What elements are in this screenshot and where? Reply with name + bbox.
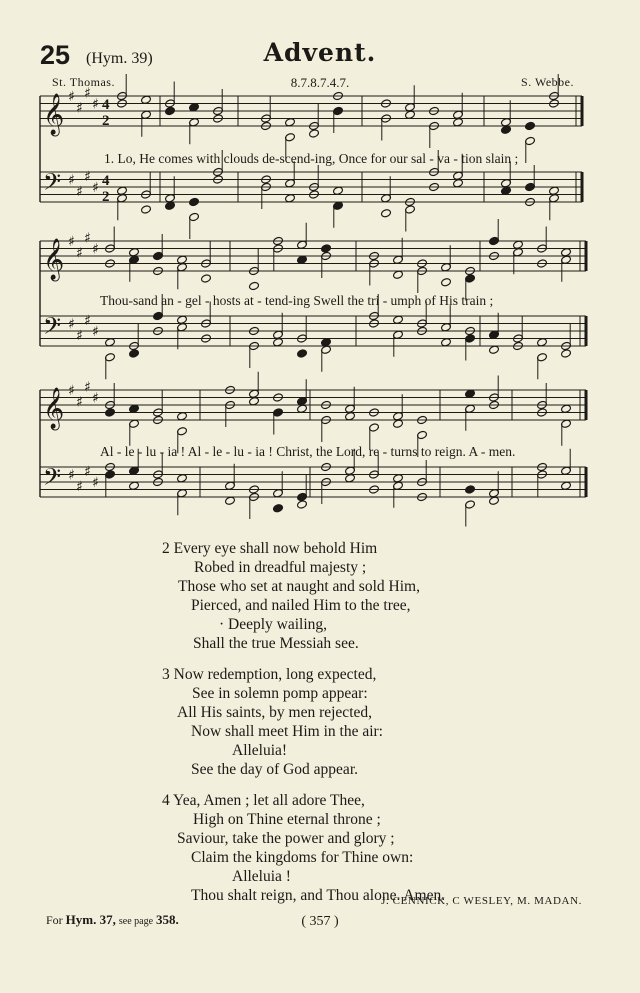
verse-4-line-6: Thou shalt reign, and Thou alone. Amen.	[191, 887, 446, 904]
notehead	[561, 481, 572, 490]
sharp-icon: ♯	[84, 85, 91, 102]
verse-4-line-5: Alleluia !	[232, 868, 291, 885]
time-signature-bottom: 2	[102, 113, 110, 129]
verse-2-line-6: Shall the true Messiah see.	[193, 635, 359, 652]
time-signature-top: 4	[102, 173, 110, 189]
notehead	[177, 412, 188, 421]
notehead	[501, 125, 512, 134]
notehead	[381, 209, 392, 218]
sharp-icon: ♯	[92, 324, 99, 340]
bass-clef-icon: 𝄢	[43, 463, 62, 496]
tune-name: St. Thomas.	[52, 75, 115, 89]
notehead	[465, 485, 476, 494]
notehead	[513, 240, 524, 249]
footnote-prefix: For	[46, 913, 63, 927]
notehead	[297, 404, 308, 413]
verse-3-line-6: See the day of God appear.	[191, 761, 358, 778]
notehead	[489, 496, 500, 505]
notehead	[189, 197, 200, 206]
notehead	[489, 345, 500, 354]
treble-clef-icon: 𝄞	[43, 239, 65, 280]
lyric-line-1: 1. Lo, He comes with clouds de-scend-ing, Once for our sal - va - tion slain ;	[104, 151, 519, 166]
verse-2-line-2: Robed in dreadful majesty ;	[194, 559, 367, 576]
verse-4-line-1: 4 Yea, Amen ; let all adore Thee,	[162, 792, 365, 809]
sharp-icon: ♯	[84, 230, 91, 247]
verse-3-line-2: See in solemn pomp appear:	[192, 685, 368, 702]
notehead	[249, 281, 260, 290]
notehead	[465, 389, 476, 398]
footnote-hymn: Hym. 37,	[65, 912, 116, 927]
notehead	[165, 201, 176, 210]
notehead	[393, 270, 404, 279]
notehead	[177, 255, 188, 264]
meter: 8.7.8.7.4.7.	[290, 75, 350, 90]
sharp-icon: ♯	[92, 96, 99, 113]
composer: S. Webbe.	[521, 75, 574, 89]
notehead	[441, 278, 452, 287]
notehead	[321, 244, 332, 253]
notehead	[561, 349, 572, 358]
sharp-icon: ♯	[84, 463, 91, 480]
sharp-icon: ♯	[68, 467, 75, 484]
notehead	[453, 118, 464, 127]
sharp-icon: ♯	[68, 89, 75, 105]
verse-4-line-3: Saviour, take the power and glory ;	[177, 830, 395, 847]
sharp-icon: ♯	[76, 478, 83, 495]
hymn-title: Advent.	[263, 38, 377, 67]
bass-clef-icon: 𝄢	[43, 168, 62, 201]
time-signature-top: 4	[102, 97, 110, 113]
lyric-line-3: Al - le - lu - ia ! Al - le - lu - ia ! Christ, the Lord, re - turns to reign. A - men.	[100, 444, 516, 459]
verse-3-line-3: All His saints, by men rejected,	[177, 704, 372, 721]
notehead	[177, 474, 188, 483]
page-number: ( 357 )	[301, 914, 339, 929]
notehead	[405, 110, 416, 119]
sharp-icon: ♯	[76, 394, 83, 411]
sharp-icon: ♯	[92, 390, 99, 407]
sharp-icon: ♯	[76, 100, 83, 117]
notehead	[561, 404, 572, 413]
lyric-line-2: Thou-sand an - gel - hosts at - tend-ing Swell the tri - umph of His train ;	[100, 293, 494, 308]
footnote-see: see page	[118, 916, 154, 927]
notehead	[537, 338, 548, 347]
notehead	[345, 474, 356, 483]
verse-2-line-1: 2 Every eye shall now behold Him	[162, 540, 378, 557]
sharp-icon: ♯	[76, 327, 83, 344]
sharp-icon: ♯	[68, 383, 75, 399]
notehead	[129, 248, 140, 257]
attribution: J. CENNICK, C WESLEY, M. MADAN.	[381, 895, 582, 907]
notehead	[333, 186, 344, 195]
notehead	[297, 349, 308, 358]
notehead	[297, 500, 308, 509]
sharp-icon: ♯	[68, 172, 75, 189]
notehead	[105, 338, 116, 347]
sharp-icon: ♯	[92, 180, 99, 196]
notehead	[117, 186, 128, 195]
notehead	[441, 338, 452, 347]
notehead	[105, 408, 116, 417]
notehead	[309, 129, 320, 138]
notehead	[321, 338, 332, 347]
notehead	[141, 205, 152, 214]
verse-2-line-5: · Deeply wailing,	[219, 616, 328, 633]
notehead	[285, 118, 296, 127]
notehead	[561, 248, 572, 257]
time-signature-bottom: 2	[102, 189, 110, 205]
treble-clef-icon: 𝄞	[43, 94, 65, 135]
notehead	[393, 315, 404, 324]
notehead	[345, 412, 356, 421]
hymn-number: 25	[40, 40, 71, 70]
verse-3-line-5: Alleluia!	[232, 742, 288, 759]
notehead	[297, 255, 308, 264]
sharp-icon: ♯	[76, 183, 83, 200]
notehead	[393, 474, 404, 483]
verse-3-line-1: 3 Now redemption, long expected,	[162, 666, 377, 683]
notehead	[453, 179, 464, 188]
sharp-icon: ♯	[68, 234, 75, 250]
notehead	[273, 504, 284, 513]
sharp-icon: ♯	[92, 475, 99, 491]
notehead	[249, 397, 260, 406]
verse-4-line-2: High on Thine eternal throne ;	[193, 811, 381, 828]
notehead	[549, 186, 560, 195]
footnote-page: 358.	[156, 912, 179, 927]
bass-clef-icon: 𝄢	[43, 312, 62, 345]
notehead	[201, 274, 212, 283]
verse-3-line-4: Now shall meet Him in the air:	[191, 723, 383, 740]
verse-2-line-4: Pierced, and nailed Him to the tree,	[191, 597, 411, 614]
sharp-icon: ♯	[84, 312, 91, 329]
notehead	[177, 315, 188, 324]
notehead	[285, 194, 296, 203]
notehead	[129, 349, 140, 358]
sharp-icon: ♯	[84, 168, 91, 185]
sharp-icon: ♯	[68, 316, 75, 333]
notehead	[393, 419, 404, 428]
notehead	[141, 95, 152, 104]
verse-4-line-4: Claim the kingdoms for Thine own:	[191, 849, 414, 866]
notehead	[189, 103, 200, 112]
sharp-icon: ♯	[92, 241, 99, 258]
notehead	[501, 186, 512, 195]
notehead	[129, 481, 140, 490]
notehead	[165, 106, 176, 115]
notehead	[273, 338, 284, 347]
hymn-reference: (Hym. 39)	[86, 50, 153, 67]
verse-2-line-3: Those who set at naught and sold Him,	[178, 578, 420, 595]
sharp-icon: ♯	[76, 245, 83, 262]
notehead	[129, 404, 140, 413]
treble-clef-icon: 𝄞	[43, 388, 65, 429]
sharp-icon: ♯	[84, 379, 91, 396]
notehead	[225, 496, 236, 505]
notehead	[525, 121, 536, 130]
